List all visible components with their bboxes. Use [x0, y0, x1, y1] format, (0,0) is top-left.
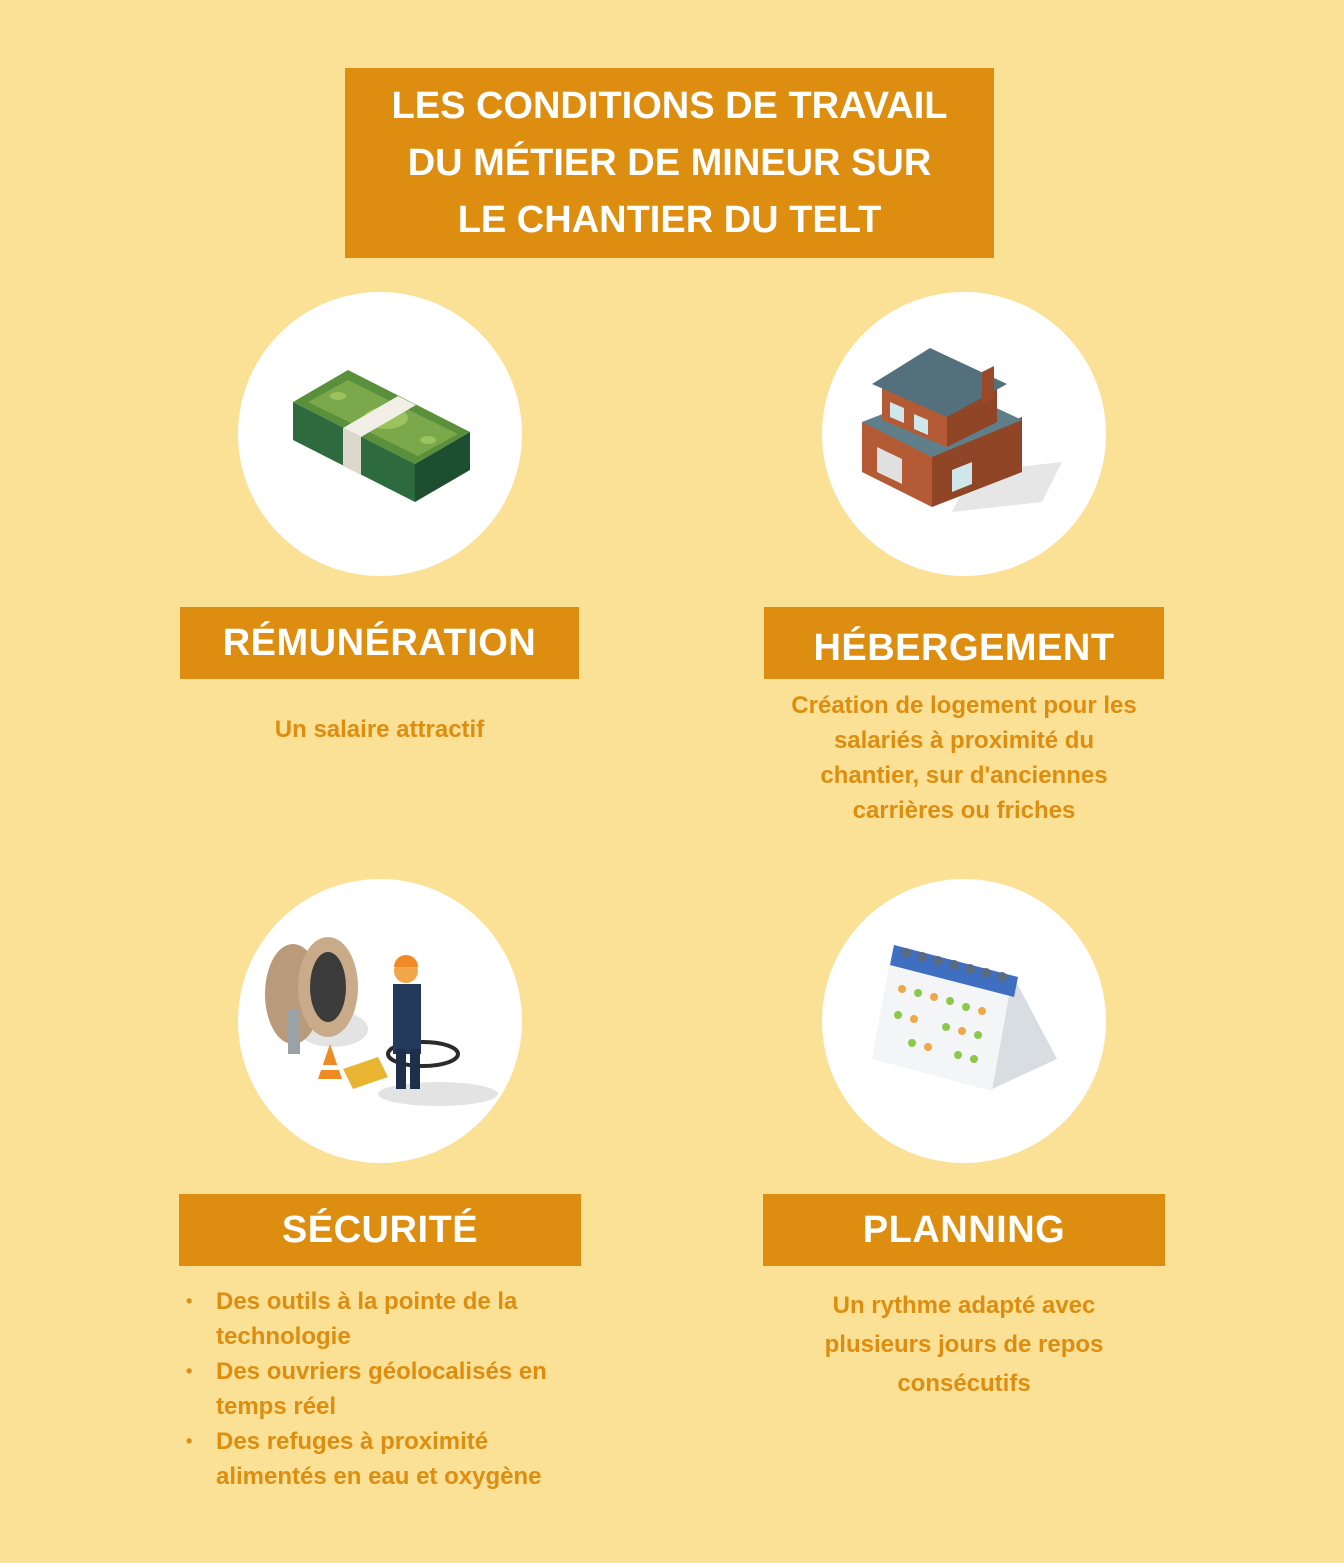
- hebergement-line-1: Création de logement pour les: [791, 692, 1137, 719]
- hebergement-line-4: carrières ou friches: [852, 797, 1076, 824]
- hebergement-line-2: salariés à proximité du: [833, 727, 1095, 754]
- hebergement-line-3: chantier, sur d'anciennes: [820, 762, 1108, 789]
- planning-line-2: plusieurs jours de repos: [824, 1331, 1104, 1358]
- title-line-2: DU MÉTIER DE MINEUR SUR: [407, 141, 932, 184]
- remuneration-text: Un salaire attractif: [274, 716, 485, 743]
- hebergement-description: [744, 688, 1184, 828]
- securite-bullet-list: [186, 1284, 606, 1494]
- bullet-2-line-2: temps réel: [216, 1393, 337, 1420]
- bullet-1-line-1: • Des outils à la pointe de la: [216, 1288, 518, 1315]
- planning-description: [744, 1286, 1184, 1403]
- label-remuneration-text: RÉMUNÉRATION: [222, 621, 537, 664]
- label-planning-text: PLANNING: [862, 1208, 1066, 1251]
- list-item: [186, 1284, 606, 1354]
- label-planning: [763, 1194, 1165, 1266]
- label-hebergement: [764, 607, 1164, 679]
- label-securite-text: SÉCURITÉ: [281, 1208, 479, 1251]
- remuneration-description: [180, 712, 579, 747]
- bullet-1-line-2: technologie: [216, 1323, 351, 1350]
- bullet-2-line-1: • Des ouvriers géolocalisés en: [216, 1358, 547, 1385]
- title-line-3: LE CHANTIER DU TELT: [457, 198, 882, 241]
- page-title: [345, 68, 994, 258]
- list-item: [186, 1354, 606, 1424]
- label-securite: [179, 1194, 581, 1266]
- money-stack-icon: [238, 292, 522, 576]
- house-icon: [822, 292, 1106, 576]
- title-line-1: LES CONDITIONS DE TRAVAIL: [391, 84, 948, 127]
- list-item: [186, 1424, 606, 1494]
- label-hebergement-text: HÉBERGEMENT: [813, 626, 1115, 669]
- calendar-icon: [822, 879, 1106, 1163]
- planning-line-3: consécutifs: [897, 1370, 1031, 1397]
- label-remuneration: [180, 607, 579, 679]
- bullet-3-line-2: alimentés en eau et oxygène: [216, 1463, 542, 1490]
- planning-line-1: Un rythme adapté avec: [832, 1292, 1096, 1319]
- bullet-3-line-1: • Des refuges à proximité: [216, 1428, 489, 1455]
- worker-cable-reel-icon: [238, 879, 522, 1163]
